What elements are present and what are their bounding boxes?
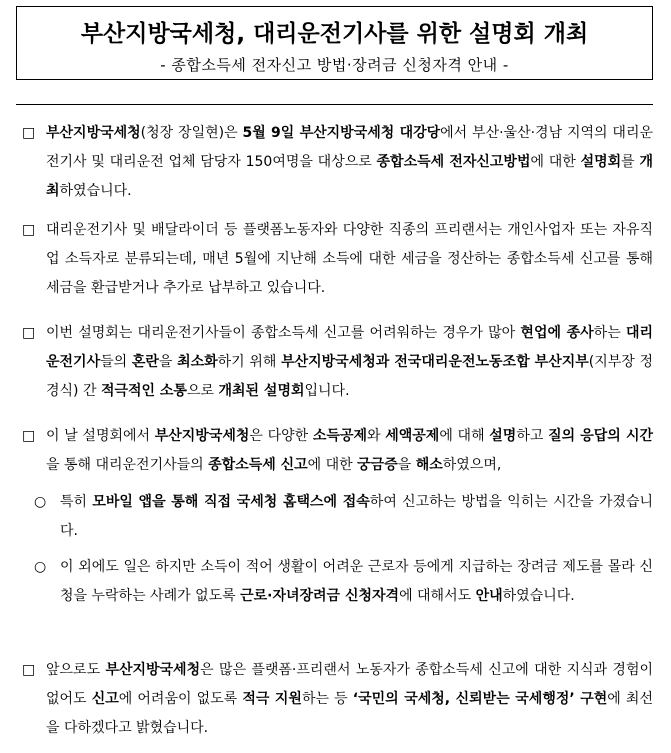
circle-bullet-icon: ○ xyxy=(34,494,47,510)
paragraph-text: 앞으로도 부산지방국세청은 많은 플랫폼·프리랜서 노동자가 종합소득세 신고에 대한 지식과 경험이 없어도 신고에 어려움이 없도록 적극 지원하는 등 ‘국민의 국세청, 신뢰받는 국세행정’ 구현에 최선을 다하겠다고 밝혔습니다. xyxy=(46,662,653,736)
paragraph-3 xyxy=(16,319,653,406)
paragraph-text: 대리운전기사 및 배달라이더 등 플랫폼노동자와 다양한 직종의 프리랜서는 개인사업자 또는 자유직업 소득자로 분류되는데, 매년 5월에 지난해 소득에 대한 세금을 정산하는 종합소득세 신고를 통해 세금을 환급받거나 추가로 납부하고 있습니다. xyxy=(46,222,653,296)
square-bullet-icon: □ xyxy=(22,428,36,444)
square-bullet-icon: □ xyxy=(22,662,36,678)
page-subtitle: - 종합소득세 전자신고 방법·장려금 신청자격 안내 - xyxy=(160,56,509,74)
square-bullet-icon: □ xyxy=(22,325,36,341)
paragraph-5 xyxy=(16,488,653,546)
square-bullet-icon: □ xyxy=(22,125,36,141)
circle-bullet-icon: ○ xyxy=(34,559,47,575)
paragraph-text: 이 외에도 일은 하지만 소득이 적어 생활이 어려운 근로자 등에게 지급하는 장려금 제도를 몰라 신청을 누락하는 사례가 없도록 근로·자녀장려금 신청자격에 대해서도 안내하였습니다. xyxy=(60,559,653,604)
title-box xyxy=(16,6,653,80)
paragraph-2 xyxy=(16,216,653,303)
paragraph-6 xyxy=(16,553,653,611)
divider xyxy=(16,104,653,105)
page-title: 부산지방국세청, 대리운전기사를 위한 설명회 개최 xyxy=(80,21,589,47)
square-bullet-icon: □ xyxy=(22,222,36,238)
paragraph-1 xyxy=(16,119,653,206)
paragraph-4 xyxy=(16,422,653,480)
paragraph-text: 이번 설명회는 대리운전기사들이 종합소득세 신고를 어려워하는 경우가 많아 현업에 종사하는 대리운전기사들의 혼란을 최소화하기 위해 부산지방국세청과 전국대리운전노동조합 부산지부(지부장 정경식) 간 적극적인 소통으로 개최된 설명회입니다. xyxy=(46,325,653,399)
paragraph-7 xyxy=(16,656,653,743)
paragraph-text: 특히 모바일 앱을 통해 직접 국세청 홈택스에 접속하여 신고하는 방법을 익히는 시간을 가졌습니다. xyxy=(60,494,654,539)
paragraph-text: 부산지방국세청(청장 장일현)은 5월 9일 부산지방국세청 대강당에서 부산·울산·경남 지역의 대리운전기사 및 대리운전 업체 담당자 150여명을 대상으로 종합소득세 전자신고방법에 대한 설명회를 개최하였습니다. xyxy=(46,125,653,199)
paragraph-text: 이 날 설명회에서 부산지방국세청은 다양한 소득공제와 세액공제에 대해 설명하고 질의 응답의 시간을 통해 대리운전기사들의 종합소득세 신고에 대한 궁금증을 해소하였으며, xyxy=(46,428,653,473)
